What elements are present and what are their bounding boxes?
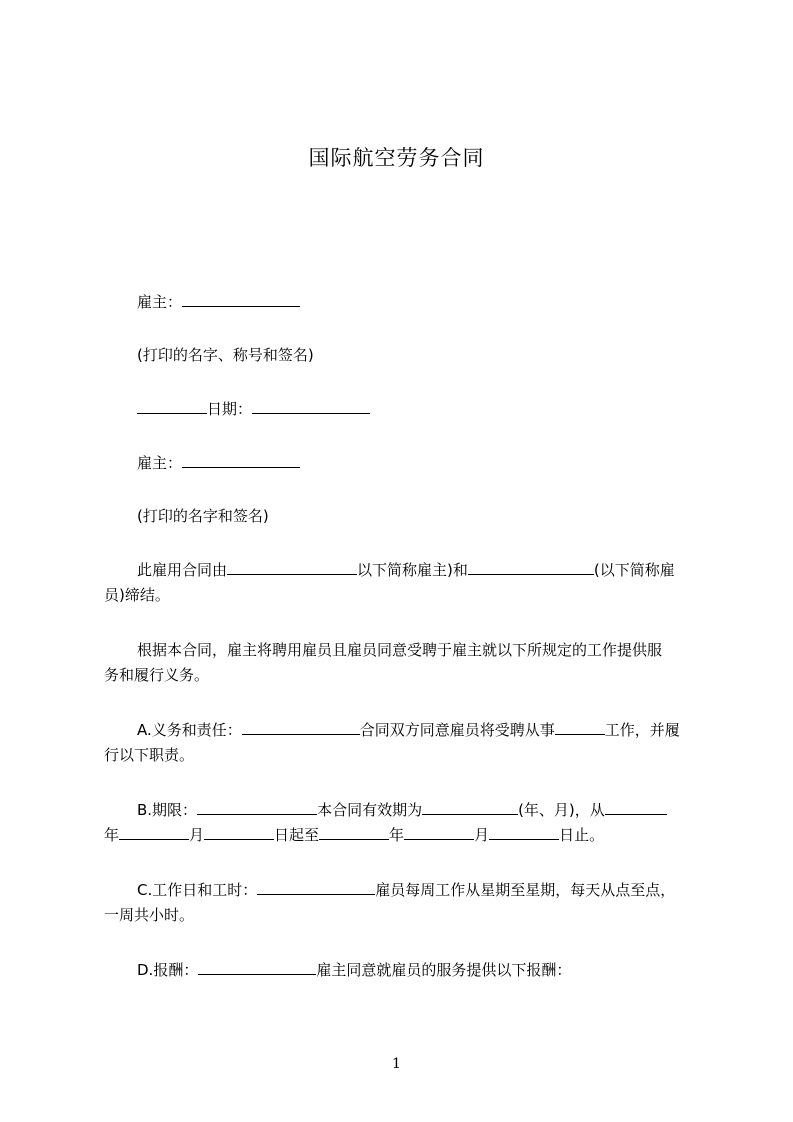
- section-b-line-2: [104, 824, 604, 846]
- intro-text: 以下简称雇主)和: [357, 561, 468, 579]
- basis-line-1: 根据本合同，雇主将聘用雇员且雇员同意受聘于雇主就以下所规定的工作提供服: [137, 641, 663, 659]
- section-b-heading: B.期限：: [137, 801, 198, 819]
- date-line: [137, 398, 370, 420]
- section-b-text: 月: [474, 826, 490, 844]
- section-d-text: 雇主同意就雇员的服务提供以下报酬：: [316, 961, 572, 979]
- section-d-line-1: [137, 959, 571, 981]
- employer-blank: [182, 292, 300, 307]
- section-b-text: (年、月)，从: [518, 801, 605, 819]
- section-a-heading: A.义务和责任：: [137, 721, 242, 739]
- date-label: 日期：: [207, 400, 253, 418]
- page-number: 1: [392, 1056, 401, 1072]
- end-year-blank: [319, 825, 389, 840]
- section-a-line-1: [137, 719, 680, 741]
- duration-blank: [422, 800, 518, 815]
- start-month-blank: [119, 825, 189, 840]
- date-blank: [252, 399, 370, 414]
- printed-name-note-2: (打印的名字和签名): [137, 507, 269, 525]
- employer-blank: [182, 453, 300, 468]
- section-b-line-1: [137, 799, 667, 821]
- section-b-text: 月: [189, 826, 205, 844]
- duty-blank: [242, 720, 360, 735]
- party-blank: [227, 560, 357, 575]
- end-month-blank: [404, 825, 474, 840]
- employer-label: 雇主：: [137, 454, 183, 472]
- section-c-text: 雇员每周工作从星期至星期，每天从点至点，: [375, 881, 676, 899]
- intro-text: 此雇用合同由: [137, 561, 228, 579]
- party-blank: [468, 560, 594, 575]
- section-a-text: 合同双方同意雇员将受聘从事: [359, 721, 555, 739]
- section-b-text: 本合同有效期为: [317, 801, 423, 819]
- intro-line-2: 员)缔结。: [104, 586, 170, 604]
- employer-line-1: [137, 291, 300, 313]
- employer-label: 雇主：: [137, 293, 183, 311]
- section-a-text: 工作，并履: [604, 721, 680, 739]
- section-c-line-1: [137, 879, 675, 901]
- pay-blank: [198, 960, 316, 975]
- employer-line-2: [137, 452, 300, 474]
- job-blank: [555, 720, 605, 735]
- section-b-text: 日起至: [274, 826, 320, 844]
- section-b-text: 年: [104, 826, 120, 844]
- section-c-heading: C.工作日和工时：: [137, 881, 258, 899]
- section-c-line-2: 一周共小时。: [104, 906, 195, 924]
- workday-blank: [257, 880, 375, 895]
- printed-name-note-1: (打印的名字、称号和签名): [137, 346, 314, 364]
- term-blank: [197, 800, 317, 815]
- basis-line-2: 务和履行义务。: [104, 666, 210, 684]
- signature-blank: [137, 399, 207, 414]
- section-b-text: 年: [389, 826, 405, 844]
- intro-text: (以下简称雇: [593, 561, 675, 579]
- section-b-text: 日止。: [559, 826, 605, 844]
- section-a-line-2: 行以下职责。: [104, 746, 195, 764]
- end-day-blank: [489, 825, 559, 840]
- start-year-blank: [605, 800, 667, 815]
- document-title: 国际航空劳务合同: [308, 146, 485, 170]
- section-d-heading: D.报酬：: [137, 961, 199, 979]
- start-day-blank: [204, 825, 274, 840]
- intro-line-1: [137, 559, 675, 581]
